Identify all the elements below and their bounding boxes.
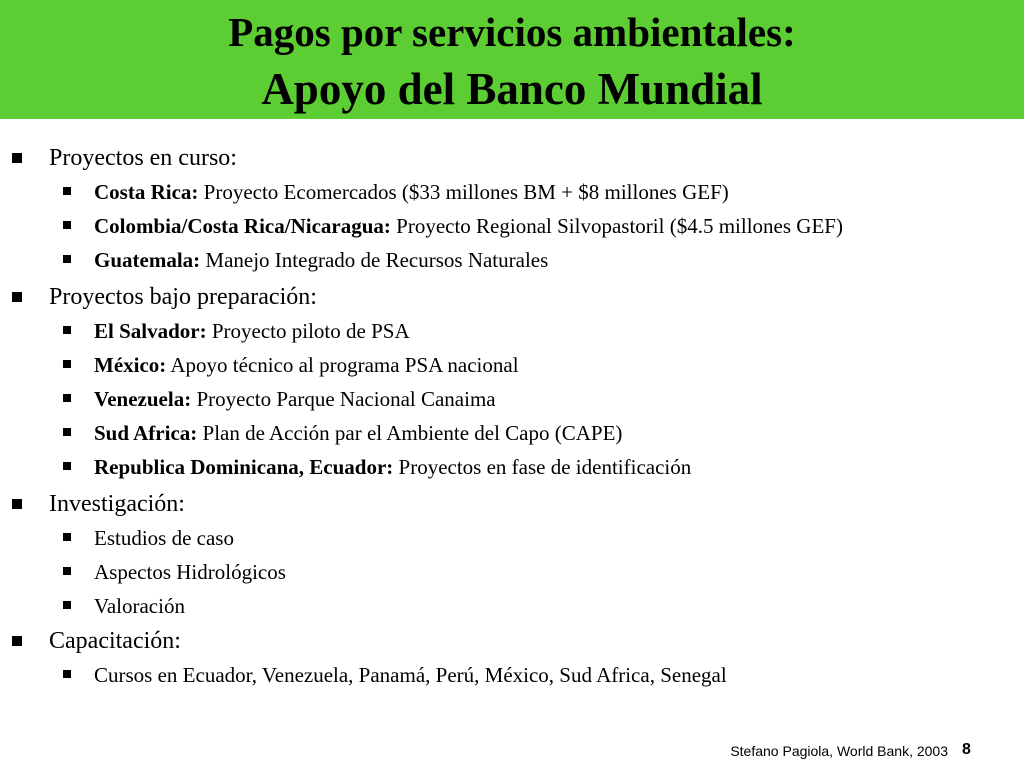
list-item [94,179,729,205]
item-text: Apoyo técnico al programa PSA nacional [166,353,519,377]
title-bar [0,0,1024,119]
item-label: Guatemala: [94,248,201,272]
item-text: Proyectos en fase de identificación [393,455,692,479]
list-item [94,420,622,446]
square-bullet-icon [63,394,71,402]
item-text: Proyecto Parque Nacional Canaima [191,387,496,411]
square-bullet-icon [12,292,22,302]
section-heading: Proyectos bajo preparación: [49,283,317,311]
item-text: Proyecto Regional Silvopastoril ($4.5 millones GEF) [390,214,843,238]
item-label: Republica Dominicana, Ecuador: [94,455,394,479]
item-text: Proyecto piloto de PSA [206,319,410,343]
item-text: Plan de Acción par el Ambiente del Capo (CAPE) [197,421,623,445]
list-item [94,525,234,551]
item-text: Proyecto Ecomercados ($33 millones BM + $8 millones GEF) [198,180,729,204]
square-bullet-icon [63,428,71,436]
list-item [94,213,843,239]
square-bullet-icon [12,153,22,163]
item-label: Colombia/Costa Rica/Nicaragua: [94,214,391,238]
page-number: 8 [962,741,971,758]
square-bullet-icon [63,221,71,229]
square-bullet-icon [63,601,71,609]
item-text: Estudios de caso [94,526,234,550]
square-bullet-icon [63,360,71,368]
item-text: Valoración [94,594,185,618]
section-heading: Capacitación: [49,627,181,655]
section-heading: Investigación: [49,490,185,518]
section-heading: Proyectos en curso: [49,144,237,172]
square-bullet-icon [63,462,71,470]
square-bullet-icon [12,499,22,509]
footer-credit: Stefano Pagiola, World Bank, 2003 [730,743,948,759]
item-label: Costa Rica: [94,180,199,204]
item-label: Venezuela: [94,387,192,411]
list-item [94,318,410,344]
list-item [94,593,185,619]
square-bullet-icon [63,326,71,334]
slide-title: Pagos por servicios ambientales: [228,9,796,55]
list-item [94,352,519,378]
list-item [94,454,691,480]
square-bullet-icon [12,636,22,646]
square-bullet-icon [63,567,71,575]
square-bullet-icon [63,670,71,678]
item-text: Cursos en Ecuador, Venezuela, Panamá, Perú, México, Sud Africa, Senegal [94,663,727,687]
item-text: Manejo Integrado de Recursos Naturales [200,248,549,272]
square-bullet-icon [63,187,71,195]
item-label: Sud Africa: [94,421,198,445]
slide-subtitle: Apoyo del Banco Mundial [261,64,763,114]
item-text: Aspectos Hidrológicos [94,560,286,584]
list-item [94,247,548,273]
square-bullet-icon [63,255,71,263]
item-label: El Salvador: [94,319,207,343]
list-item [94,662,727,688]
square-bullet-icon [63,533,71,541]
list-item [94,559,286,585]
item-label: México: [94,353,167,377]
list-item [94,386,496,412]
